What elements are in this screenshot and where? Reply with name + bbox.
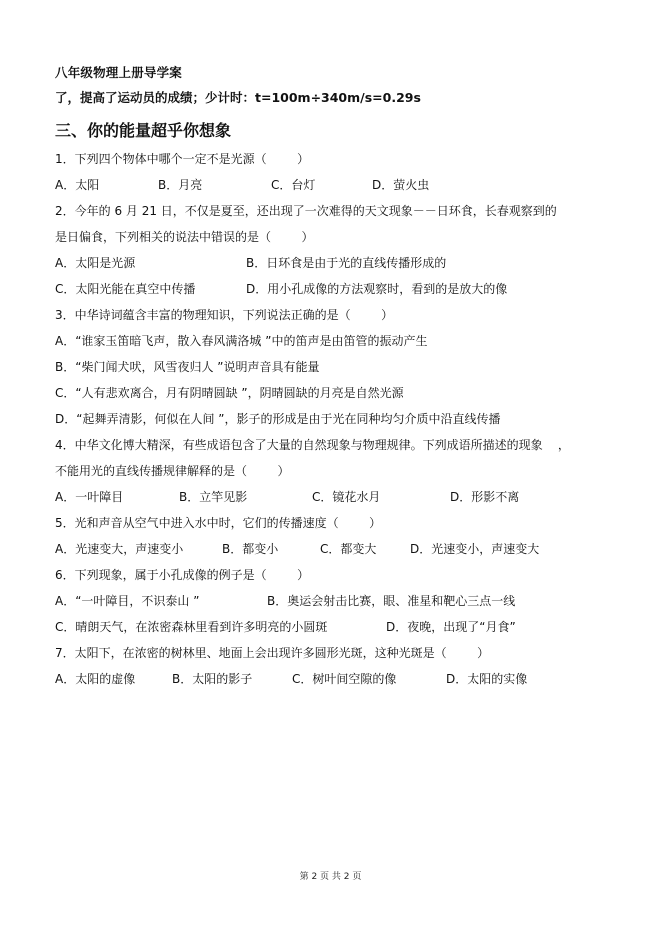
q4-stem-line2: 不能用光的直线传播规律解释的是（ ）: [55, 464, 290, 478]
q2-stem-line2: 是日偏食，下列相关的说法中错误的是（ ）: [55, 230, 314, 244]
page-footer: 第 2 页 共 2 页: [299, 872, 362, 882]
q7-stem: 7．太阳下，在浓密的树林里、地面上会出现许多圆形光斑，这种光斑是（ ）: [55, 646, 490, 660]
q5-stem: 5．光和声音从空气中进入水中时，它们的传播速度（ ）: [55, 516, 382, 530]
q1-option-b: B．月亮: [158, 178, 203, 192]
q2-option-d: D．用小孔成像的方法观察时，看到的是放大的像: [246, 282, 508, 296]
q5-option-a: A．光速变大，声速变小: [55, 542, 184, 556]
answer-continuation: 了，提高了运动员的成绩；少计时：t=100m÷340m/s=0.29s: [55, 90, 421, 105]
q6-option-a: A．“一叶障目，不识泰山 ”: [55, 594, 200, 608]
q4-option-b: B．立竿见影: [179, 490, 248, 504]
q7-option-d: D．太阳的实像: [446, 672, 528, 686]
section-title: 三、你的能量超乎你想象: [55, 121, 232, 140]
q3-option-d: D．“起舞弄清影，何似在人间 ”，影子的形成是由于光在同种均匀介质中沿直线传播: [55, 412, 501, 426]
q1-option-a: A．太阳: [55, 178, 100, 192]
q1-option-d: D．萤火虫: [372, 178, 430, 192]
q6-option-d: D．夜晚，出现了“月食”: [386, 620, 516, 634]
q3-option-a: A．“谁家玉笛暗飞声，散入春风满洛城 ”中的笛声是由笛管的振动产生: [55, 334, 428, 348]
q5-option-c: C．都变大: [320, 542, 377, 556]
q4-option-a: A．一叶障目: [55, 490, 124, 504]
q2-option-b: B．日环食是由于光的直线传播形成的: [246, 256, 447, 270]
q6-stem: 6．下列现象，属于小孔成像的例子是（ ）: [55, 568, 310, 582]
q6-option-c: C．晴朗天气，在浓密森林里看到许多明亮的小圆斑: [55, 620, 328, 634]
q2-option-a: A．太阳是光源: [55, 256, 136, 270]
q1-option-c: C．台灯: [271, 178, 316, 192]
q5-option-b: B．都变小: [222, 542, 279, 556]
q7-option-c: C．树叶间空隙的像: [292, 672, 397, 686]
q4-option-c: C．镜花水月: [312, 490, 381, 504]
q4-option-d: D．形影不离: [450, 490, 520, 504]
q6-option-b: B．奥运会射击比赛，眼、准星和靶心三点一线: [267, 594, 516, 608]
q4-stem-line1: 4．中华文化博大精深，有些成语包含了大量的自然现象与物理规律。下列成语所描述的现象 ，: [55, 438, 570, 452]
q3-option-c: C．“人有悲欢离合，月有阴晴圆缺 ”，阴晴圆缺的月亮是自然光源: [55, 386, 404, 400]
q7-option-a: A．太阳的虚像: [55, 672, 136, 686]
q3-stem: 3．中华诗词蕴含丰富的物理知识，下列说法正确的是（ ）: [55, 308, 394, 322]
q7-option-b: B．太阳的影子: [172, 672, 253, 686]
q3-option-b: B．“柴门闻犬吠，风雪夜归人 ”说明声音具有能量: [55, 360, 320, 374]
q2-stem-line1: 2．今年的 6 月 21 日，不仅是夏至，还出现了一次难得的天文现象－－日环食，长春观察到的: [55, 204, 557, 218]
document-header: 八年级物理上册导学案: [55, 65, 183, 80]
q5-option-d: D．光速变小，声速变大: [410, 542, 540, 556]
q1-stem: 1．下列四个物体中哪个一定不是光源（ ）: [55, 152, 310, 166]
q2-option-c: C．太阳光能在真空中传播: [55, 282, 196, 296]
